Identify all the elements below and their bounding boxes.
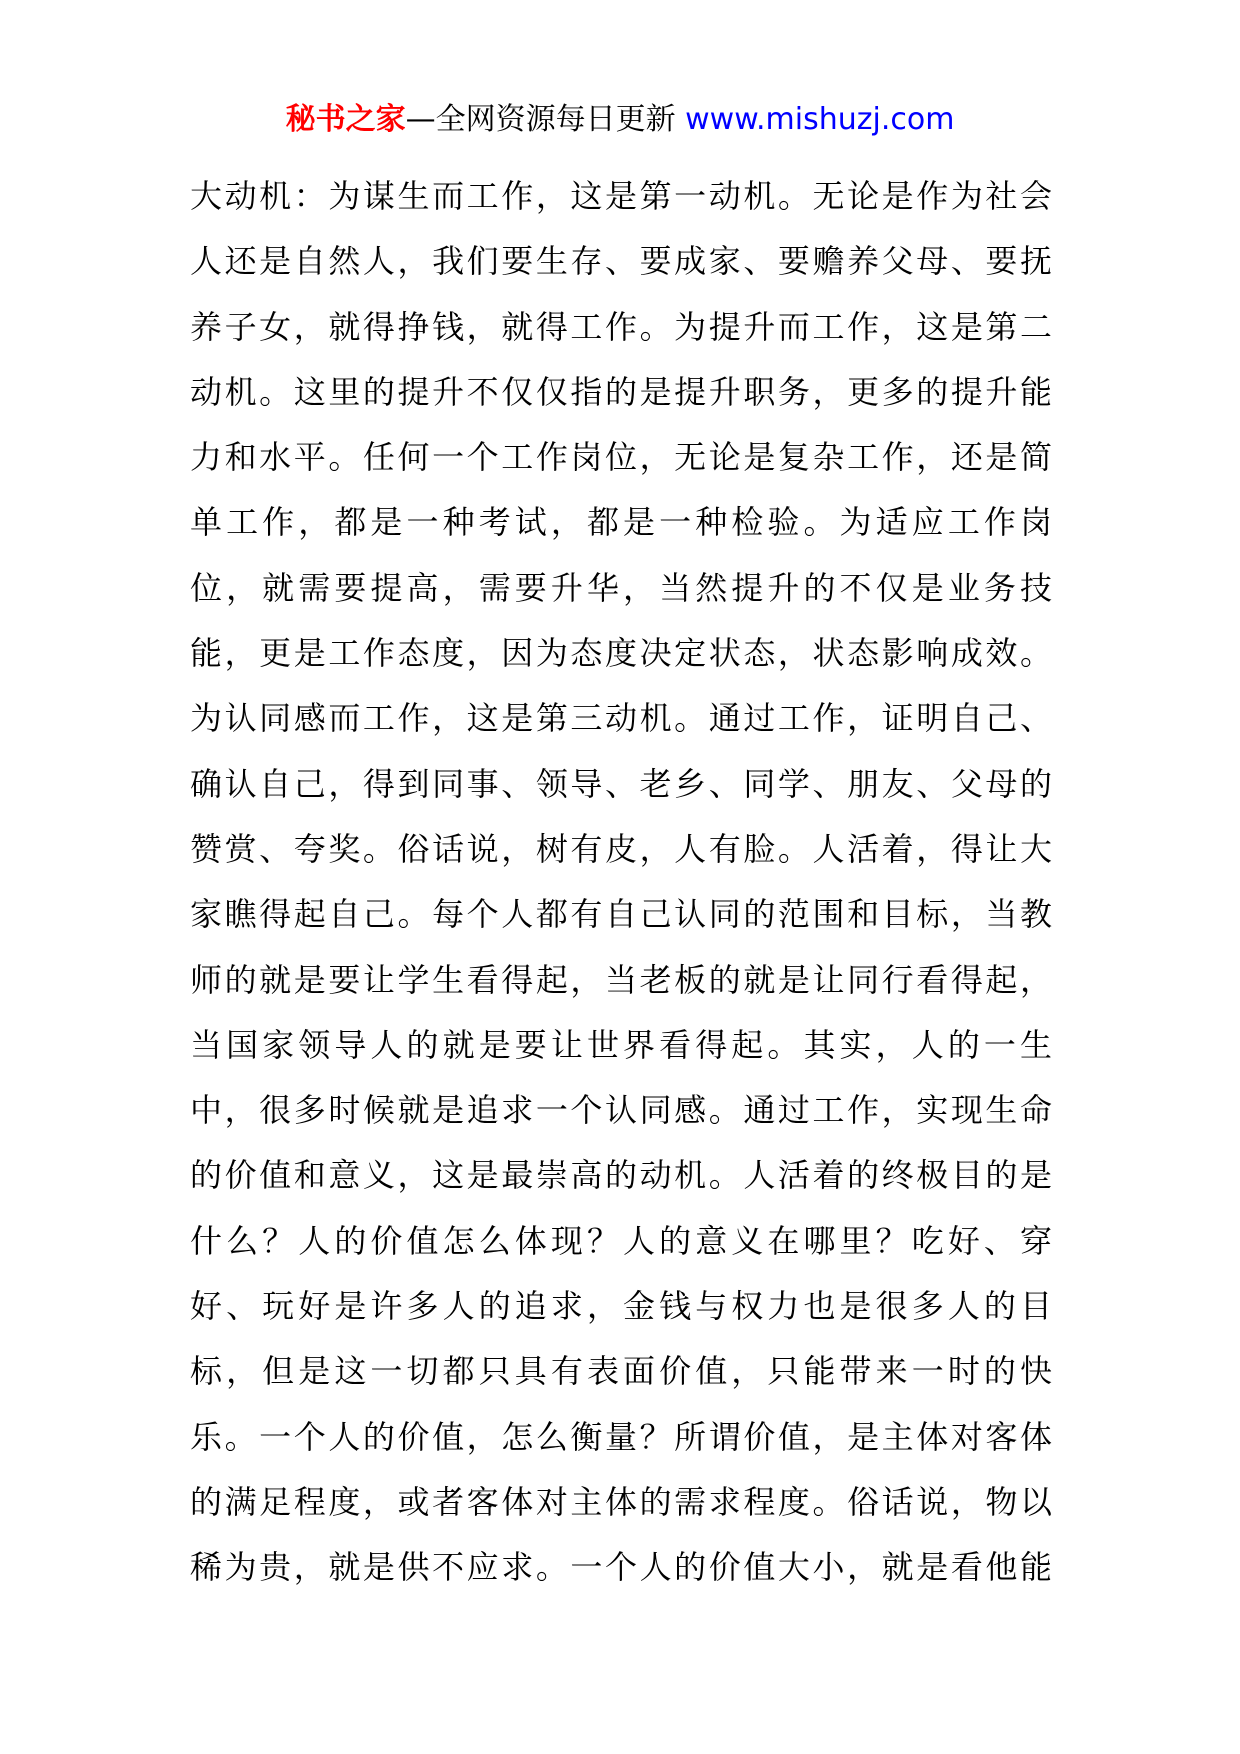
text-line: 人还是自然人，我们要生存、要成家、要赡养父母、要抚 bbox=[190, 242, 1052, 281]
text-line: 中，很多时候就是追求一个认同感。通过工作，实现生命 bbox=[190, 1091, 1052, 1130]
text-line: 单工作，都是一种考试，都是一种检验。为适应工作岗 bbox=[190, 503, 1052, 542]
text-line: 什么？人的价值怎么体现？人的意义在哪里？吃好、穿 bbox=[190, 1221, 1052, 1260]
text-line: 乐。一个人的价值，怎么衡量？所谓价值，是主体对客体 bbox=[190, 1417, 1052, 1456]
text-line: 稀为贵，就是供不应求。一个人的价值大小，就是看他能 bbox=[190, 1548, 1052, 1587]
text-line: 大动机：为谋生而工作，这是第一动机。无论是作为社会 bbox=[190, 177, 1052, 215]
text-line: 动机。这里的提升不仅仅指的是提升职务，更多的提升能 bbox=[190, 372, 1052, 411]
text-line: 为认同感而工作，这是第三动机。通过工作，证明自己、 bbox=[190, 699, 1052, 738]
header-brand: 秘书之家 bbox=[285, 102, 406, 137]
text-line: 赞赏、夸奖。俗话说，树有皮，人有脸。人活着，得让大 bbox=[190, 829, 1052, 868]
text-line: 的满足程度，或者客体对主体的需求程度。俗话说，物以 bbox=[190, 1482, 1052, 1521]
text-line: 位，就需要提高，需要升华，当然提升的不仅是业务技 bbox=[190, 568, 1052, 607]
text-line: 好、玩好是许多人的追求，金钱与权力也是很多人的目 bbox=[190, 1287, 1052, 1326]
text-line: 的价值和意义，这是最崇高的动机。人活着的终极目的是 bbox=[190, 1156, 1052, 1195]
text-line: 确认自己，得到同事、领导、老乡、同学、朋友、父母的 bbox=[190, 764, 1052, 803]
text-line: 师的就是要让学生看得起，当老板的就是让同行看得起， bbox=[190, 960, 1052, 999]
page-header bbox=[0, 98, 1240, 142]
text-line: 力和水平。任何一个工作岗位，无论是复杂工作，还是简 bbox=[190, 438, 1052, 477]
text-line: 标，但是这一切都只具有表面价值，只能带来一时的快 bbox=[190, 1352, 1052, 1391]
text-line: 能，更是工作态度，因为态度决定状态，状态影响成效。 bbox=[190, 634, 1052, 673]
text-line: 养子女，就得挣钱，就得工作。为提升而工作，这是第二 bbox=[190, 307, 1052, 346]
text-line: 当国家领导人的就是要让世界看得起。其实，人的一生 bbox=[190, 1025, 1052, 1064]
header-tagline: —全网资源每日更新 bbox=[405, 102, 686, 137]
header-url-link[interactable]: www.mishuzj.com bbox=[685, 102, 955, 137]
body-paragraph bbox=[190, 164, 1052, 1601]
text-line: 家瞧得起自己。每个人都有自己认同的范围和目标，当教 bbox=[190, 895, 1052, 934]
